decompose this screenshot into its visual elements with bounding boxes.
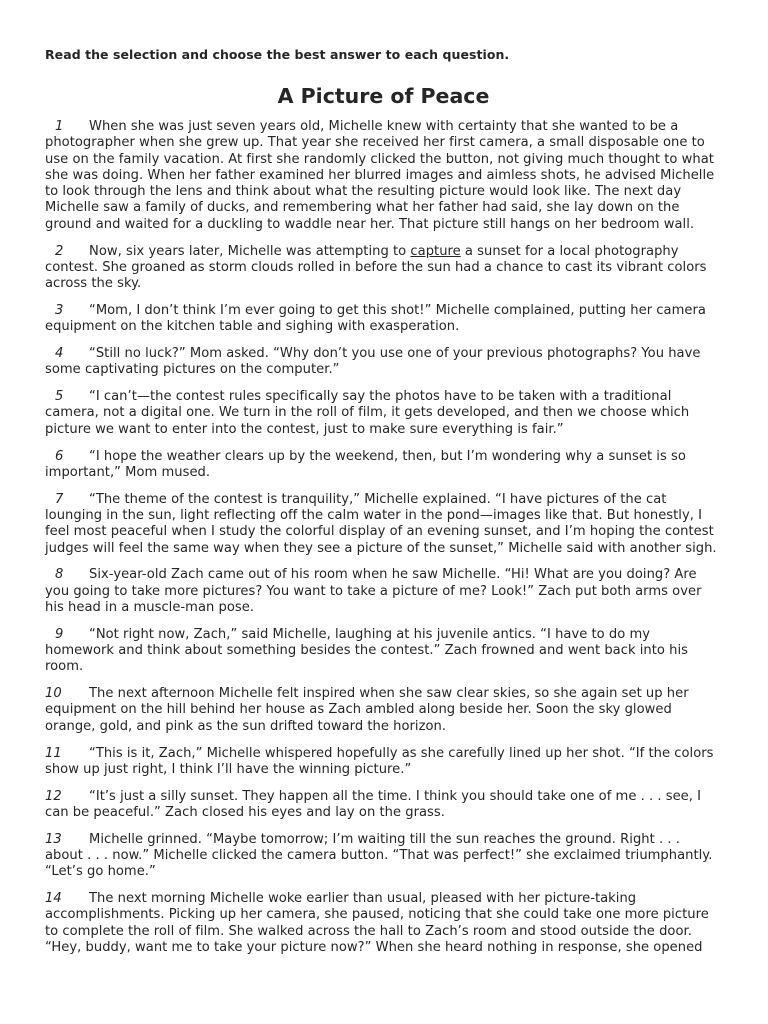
paragraph-12 [45, 789, 722, 822]
paragraph-text: “This is it, Zach,” Michelle whispered hopefully as she carefully lined up her shot. “If the colors show up just right, I think I’ll have the winning picture.” [45, 745, 714, 777]
paragraph-number: 7 [55, 491, 64, 507]
paragraph-text: When she was just seven years old, Michelle knew with certainty that she wanted to be a photographer when she grew up. That year she received her first camera, a small disposable one to use on the family vacation. At first she randomly clicked the button, not giving much thought to what she was doing. When her father examined her blurred images and aimless shots, he advised Michelle to look through the lens and think about what the resulting picture would look like. The next day Michelle saw a family of ducks, and remembering what her father had said, she lay down on the ground and waited for a duckling to waddle near her. That picture still hangs on her bedroom wall. [45, 119, 715, 232]
paragraph-8 [45, 567, 722, 616]
paragraph-number: 13 [45, 831, 62, 847]
underlined-word: capture [410, 243, 461, 259]
paragraph-text: “I hope the weather clears up by the weekend, then, but I’m wondering why a sunset is so important,” Mom mused. [45, 448, 686, 480]
paragraph-number: 12 [45, 788, 62, 804]
paragraph-number: 3 [55, 302, 64, 318]
paragraph-7 [45, 492, 722, 557]
paragraph-5 [45, 389, 722, 438]
paragraph-number: 2 [55, 243, 64, 259]
paragraph-text: “It’s just a silly sunset. They happen all the time. I think you should take one of me . . . see, I can be peaceful.” Zach closed his eyes and lay on the grass. [45, 788, 702, 820]
paragraph-text: Six-year-old Zach came out of his room when he saw Michelle. “Hi! What are you doing? Are you going to take more pictures? You want to take a picture of me? Look!” Zach put both arms over his head in a muscle-man pose. [45, 567, 702, 615]
paragraph-text: “Mom, I don’t think I’m ever going to get this shot!” Michelle complained, putting her camera equipment on the kitchen table and sighing with exasperation. [45, 302, 706, 335]
paragraph-number: 5 [55, 389, 64, 405]
paragraph-number: 9 [55, 626, 64, 642]
paragraph-text: “Still no luck?” Mom asked. “Why don’t you use one of your previous photographs? You have some captivating pictures on the computer.” [45, 346, 701, 378]
paragraph-text-pre: Now, six years later, Michelle was attempting to [89, 243, 411, 259]
paragraph-number: 11 [45, 745, 62, 761]
paragraph-number: 4 [55, 346, 64, 362]
paragraph-text: The next morning Michelle woke earlier than usual, pleased with her picture-taking accomplishments. Picking up her camera, she paused, noticing that she could take one more picture to complete the roll of film. She walked across the hall to Zach’s room and stood outside the door. “Hey, buddy, want me to take your picture now?” When she heard nothing in response, she opened [45, 891, 709, 955]
paragraph-text: “The theme of the contest is tranquility,” Michelle explained. “I have pictures of the cat lounging in the sun, light reflecting off the calm water in the pond—images like that. But honestly, I feel most peaceful when I study the colorful display of an evening sunset, and I’m hoping the contest judges will feel the same way when they see a picture of the sunset,” Michelle said with another sigh. [45, 491, 717, 556]
paragraph-text: Michelle grinned. “Maybe tomorrow; I’m waiting till the sun reaches the ground. Right . . . about . . . now.” Michelle clicked the camera button. “That was perfect!” she exclaimed triumphantly. “Let’s go home.” [45, 831, 713, 880]
instructions: Read the selection and choose the best answer to each question. [45, 47, 510, 62]
paragraph-9 [45, 627, 722, 676]
paragraph-number: 1 [55, 119, 64, 134]
paragraph-6 [45, 449, 722, 482]
paragraph-2 [45, 244, 722, 293]
paragraph-1 [45, 119, 722, 233]
paragraph-13 [45, 832, 722, 881]
paragraph-11 [45, 746, 722, 779]
paragraph-number: 8 [55, 567, 64, 583]
worksheet-page [45, 46, 722, 967]
paragraph-text: “I can’t—the contest rules specifically say the photos have to be taken with a traditional camera, not a digital one. We turn in the roll of film, it gets developed, and then we choose which picture we want to enter into the contest, just to make sure everything is fair.” [45, 389, 690, 437]
paragraph-4 [45, 346, 722, 379]
paragraph-number: 14 [45, 891, 62, 907]
paragraph-14 [45, 891, 722, 956]
paragraph-10 [45, 686, 722, 735]
paragraph-text: The next afternoon Michelle felt inspired when she saw clear skies, so she again set up her equipment on the hill behind her house as Zach ambled along beside her. Soon the sky glowed orange, gold, and pink as the sun drifted toward the horizon. [45, 686, 689, 734]
story-title: A Picture of Peace [277, 84, 490, 108]
paragraph-text-post: a sunset for a local photography contest. She groaned as storm clouds rolled in before the sun had a chance to cast its vibrant colors across the sky. [45, 243, 707, 292]
paragraph-number: 6 [55, 448, 64, 464]
paragraph-3 [45, 303, 722, 336]
paragraph-number: 10 [45, 686, 62, 702]
paragraph-text: “Not right now, Zach,” said Michelle, laughing at his juvenile antics. “I have to do my homework and think about something besides the contest.” Zach frowned and went back into his room. [45, 626, 688, 675]
